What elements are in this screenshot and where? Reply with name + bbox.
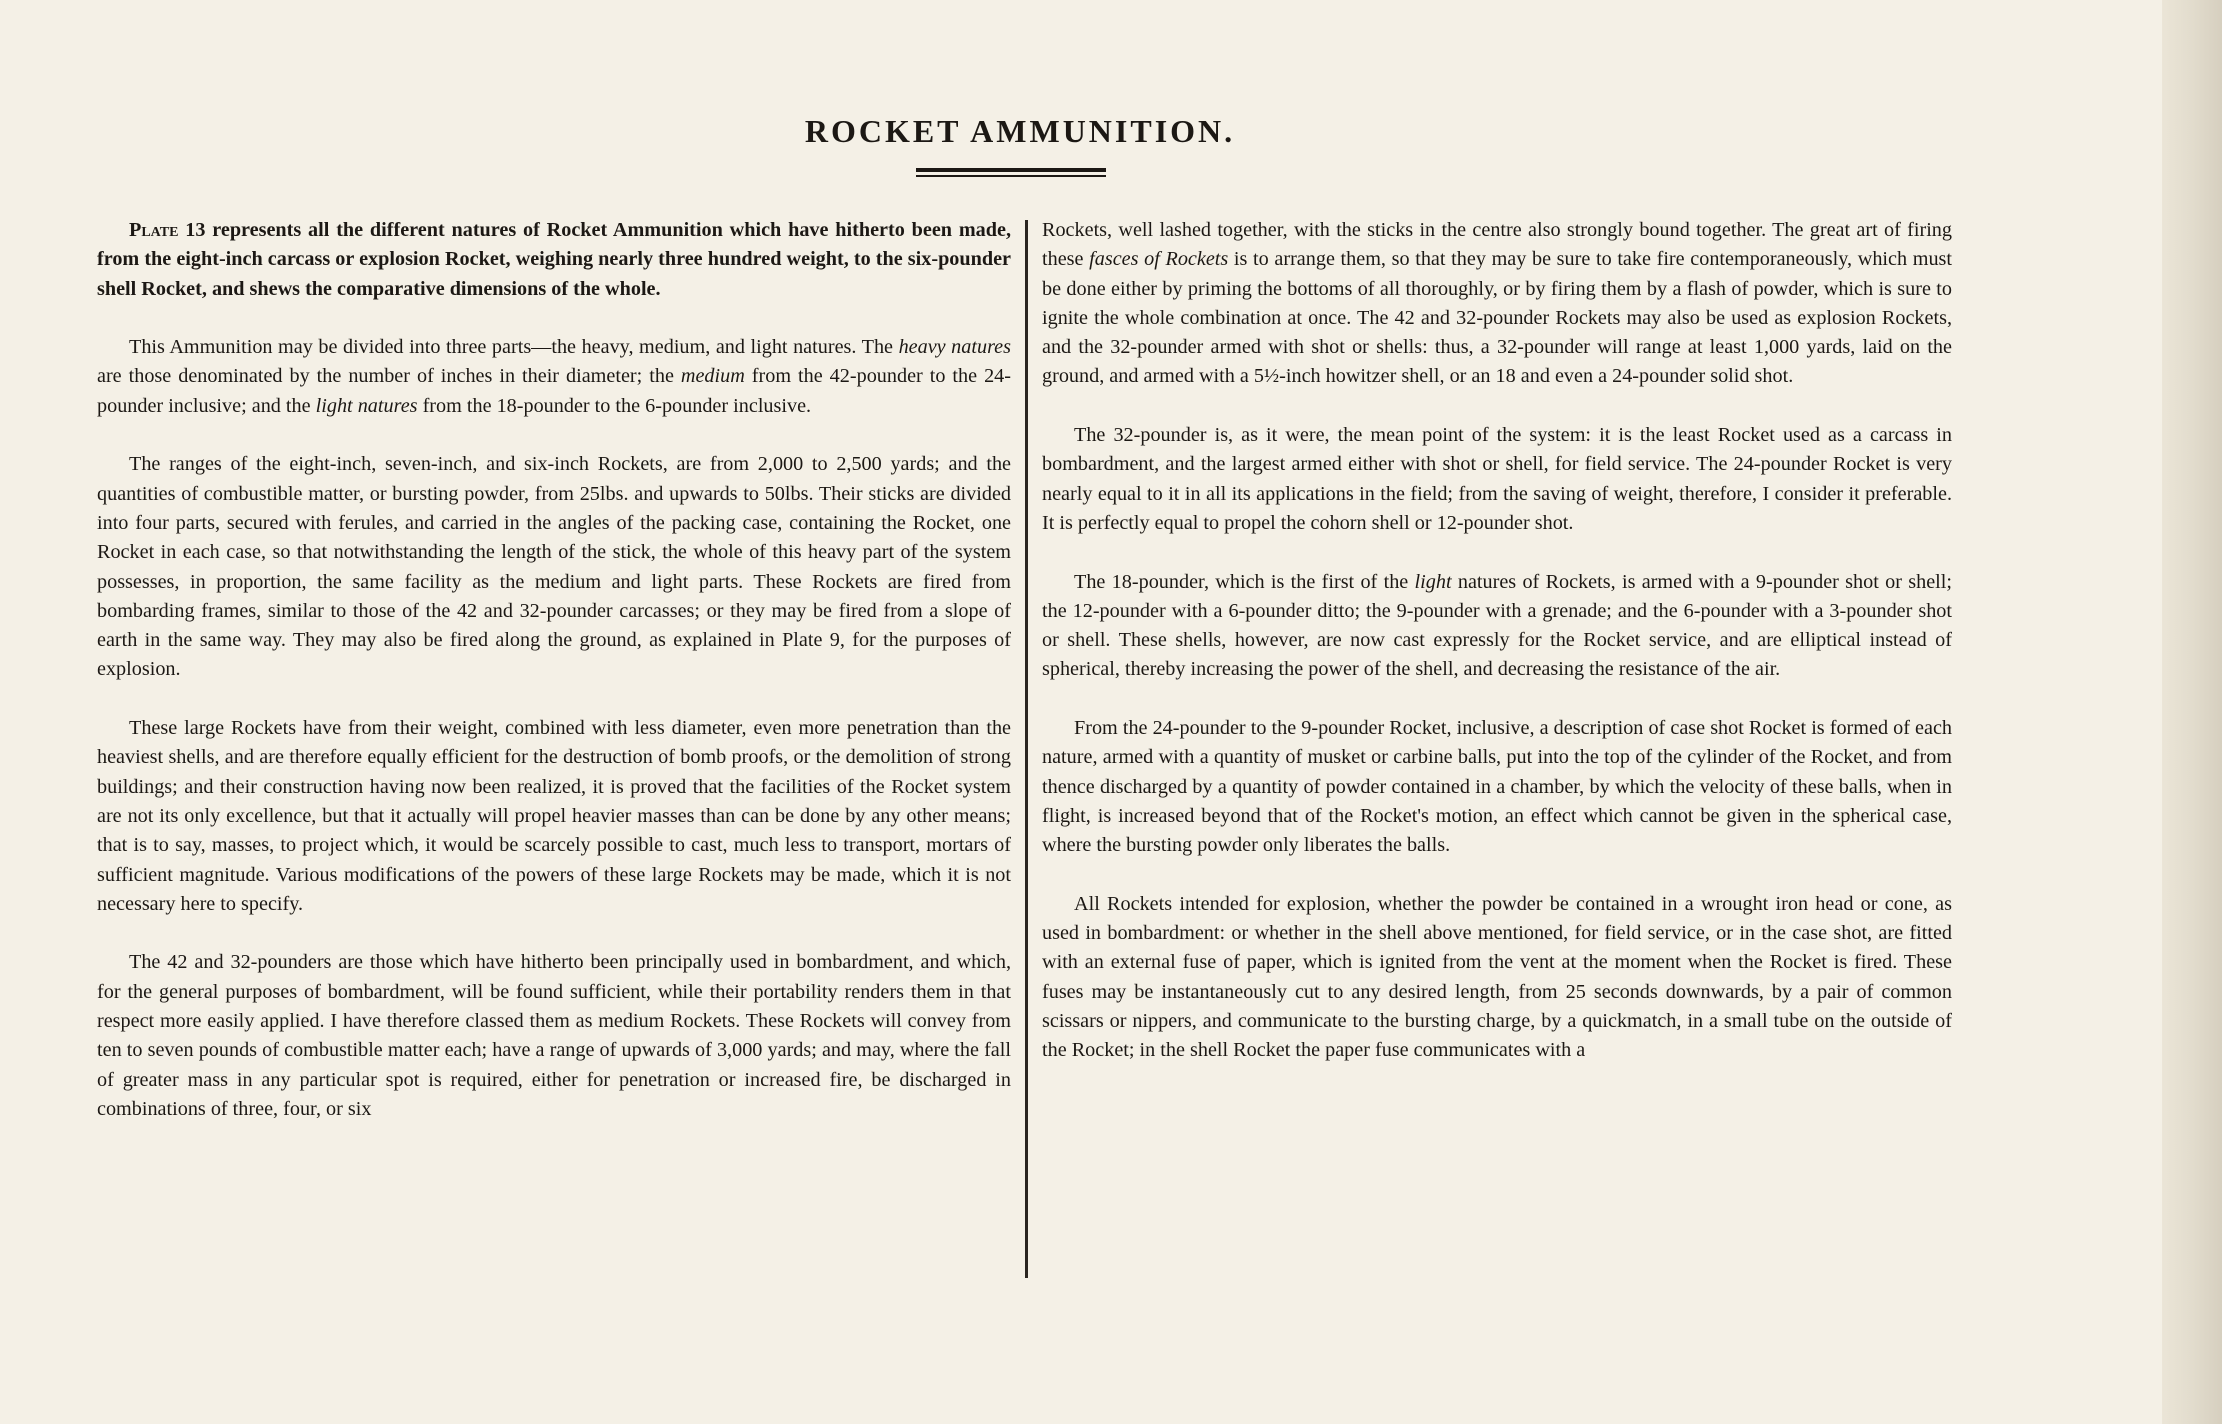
italic-term: heavy natures — [898, 336, 1011, 359]
plate-lead: Plate — [129, 219, 179, 241]
paragraph: From the 24-pounder to the 9-pounder Rocket, inclusive, a description of case shot Rocket is formed of each nature, armed with a quantity of musket or carbine balls, put into the top of the cylinder of the Rocket, and from thence discharged by a quantity of powder contained in a chamber, by which the velocity of these balls, when in flight, is increased beyond that of the Rocket's motion, an effect which cannot be given in the spherical case, where the bursting powder only liberates the balls. — [1042, 717, 1952, 857]
italic-term: light natures — [315, 394, 418, 417]
italic-term: medium — [680, 365, 745, 388]
page-title: ROCKET AMMUNITION. — [804, 113, 1236, 150]
paragraph — [97, 333, 1011, 421]
page-edge — [2162, 0, 2222, 1424]
paragraph-text: from the 18-pounder to the 6-pounder inclusive. — [417, 394, 812, 417]
italic-term: light — [1414, 570, 1452, 593]
paragraph: The ranges of the eight-inch, seven-inch, and six-inch Rockets, are from 2,000 to 2,500 yards; and the quantities of combustible matter, or bursting powder, from 25lbs. and upwards to 50lbs. Their sticks are divided into four parts, secured with ferules, and carried in the angles of the packing case, containing the Rocket, one Rocket in each case, so that notwithstanding the length of the stick, the whole of this heavy part of the system possesses, in proportion, the same facility as the medium and light parts. These Rockets are fired from bombarding frames, similar to those of the 42 and 32-pounder carcasses; or they may be fired from a slope of earth in the same way. They may also be fired along the ground, as explained in Plate 9, for the purposes of explosion. — [97, 453, 1011, 681]
right-column — [1042, 216, 1952, 1095]
paragraph: The 42 and 32-pounders are those which have hitherto been principally used in bombardment, and which, for the general purposes of bombardment, will be found sufficient, while their portability renders them in that respect more easily applied. I have therefore classed them as medium Rockets. These Rockets will convey from ten to seven pounds of combustible matter each; have a range of upwards of 3,000 yards; and may, where the fall of greater mass in any particular spot is required, either for penetration or increased fire, be discharged in combinations of three, four, or six — [97, 951, 1011, 1120]
paragraph-text: This Ammunition may be divided into three parts—the heavy, medium, and light natures. The — [129, 336, 899, 359]
paragraph-text: Rockets, well lashed together, with the sticks in the centre also strongly bound together. The great art of firing these — [1042, 219, 1952, 271]
column-divider — [1025, 220, 1028, 1278]
paragraph-text: The 18-pounder, which is the first of the — [1074, 570, 1415, 593]
paragraph-text: is to arrange them, so that they may be sure to take fire contemporaneously, which must be done either by priming the bottoms of all thoroughly, or by firing them by a flash of powder, which is sure to ignite the whole combination at once. The 42 and 32-pounder Rockets may also be used as explosion Rockets, and the 32-pounder armed with shot or shells: thus, a 32-pounder will range at least 1,000 yards, laid on the ground, and armed with a 5½-inch howitzer shell, or an 18 and even a 24-pounder solid shot. — [1042, 248, 1952, 388]
title-rule-thick — [916, 168, 1106, 172]
paragraph — [1042, 568, 1952, 685]
paragraph — [1042, 216, 1952, 392]
paragraph: These large Rockets have from their weight, combined with less diameter, even more penetration than the heaviest shells, and are therefore equally efficient for the destruction of bomb proofs, or the demolition of strong buildings; and their construction having now been realized, it is proved that the facilities of the Rocket system are not its only excellence, but that it actually will propel heavier masses than can be done by any other means; that is to say, masses, to project which, it would be scarcely possible to cast, much less to transport, mortars of sufficient magnitude. Various modifications of the powers of these large Rockets may be made, which it is not necessary here to specify. — [97, 717, 1011, 915]
paragraph-text: 13 represents all the different natures of Rocket Ammunition which have hitherto been made, from the eight-inch carcass or explosion Rocket, weighing nearly three hundred weight, to the six-pounder shell Rocket, and shews the comparative dimensions of the whole. — [97, 219, 1011, 300]
left-column — [97, 216, 1011, 1154]
paragraph-text: natures of Rockets, is armed with a 9-pounder shot or shell; the 12-pounder with a 6-pounder ditto; the 9-pounder with a grenade; and the 6-pounder with a 3-pounder shot or shell. These shells, however, are now cast expressly for the Rocket service, and are elliptical instead of spherical, thereby increasing the power of the shell, and decreasing the resistance of the air. — [1042, 570, 1952, 681]
paragraph: All Rockets intended for explosion, whether the powder be contained in a wrought iron head or cone, as used in bombardment: or whether in the shell above mentioned, for field service, or in the case shot, are fitted with an external fuse of paper, which is ignited from the vent at the moment when the Rocket is fired. These fuses may be instantaneously cut to any desired length, from 25 seconds downwards, by a pair of common scissars or nippers, and communicate to the bursting charge, by a quickmatch, in a small tube on the outside of the Rocket; in the shell Rocket the paper fuse communicates with a — [1042, 892, 1952, 1062]
paragraph-text: are those denominated by the number of inches in their diameter; the — [97, 365, 681, 388]
paragraph: The 32-pounder is, as it were, the mean point of the system: it is the least Rocket used as a carcass in bombardment, and the largest armed either with shot or shell, for field service. The 24-pounder Rocket is very nearly equal to it in all its applications in the field; from the saving of weight, therefore, I consider it preferable. It is perfectly equal to propel the cohorn shell or 12-pounder shot. — [1042, 424, 1952, 534]
title-rule-thin — [916, 175, 1106, 177]
italic-term: fasces of Rockets — [1089, 248, 1229, 271]
paragraph-text: from the 42-pounder to the 24-pounder inclusive; and the — [97, 365, 1011, 417]
paragraph — [97, 216, 1011, 304]
